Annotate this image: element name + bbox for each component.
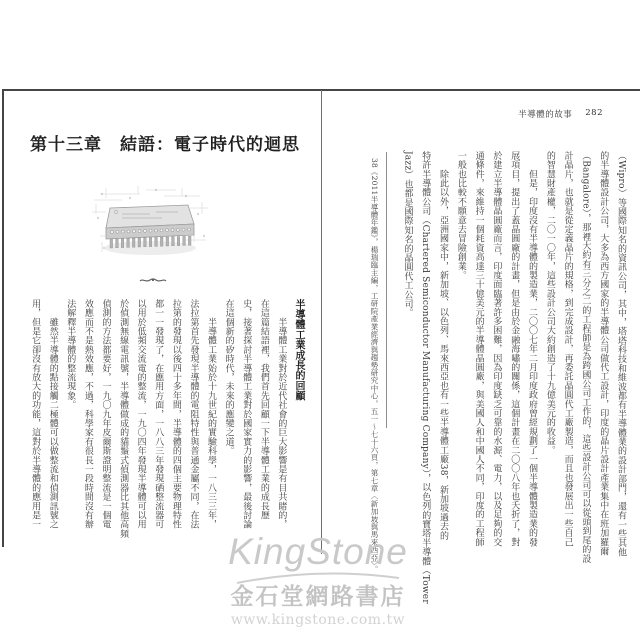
running-head [518,108,603,120]
text-column: 拉第的發現以後四十多年間，半導體的四個主要物理特性 [170,299,181,529]
text-column: 一般也比較不願意去冒險創業。 [455,151,466,280]
text-column: 半導體工業始於十九世紀的實驗科學，一八三三年， [206,299,217,529]
kingstone-url: www.kingstone.com.tw [230,612,406,629]
text-column: 法拉第首先發現半導體的電阻特性與普通金屬不同，在法 [188,299,199,529]
left-page-text-block [24,299,306,539]
page-number: 282 [585,108,603,118]
text-column: 於偵測無線電訊號，半導體做成的貓鬚式偵測器比其他高頻 [118,299,129,539]
text-column: 史，接著探討半導體工業對於國家實力的影響，最後討論 [241,299,252,529]
text-column: 的智慧財產權，二〇一〇年，這些設計公司大約創造了十九億美元的收益。 [544,151,555,455]
text-column: 但是，印度沒有半導體的製造業，二〇〇七年二月印度政府曾經規劃了一個半導體製造業的發 [527,151,538,547]
chip-illustration [86,178,214,266]
text-column: 用，但是它卻沒有放大的功能，這對於半導體的應用是一 [30,299,41,529]
text-column: （Wipro）等國際知名的資訊公司，其中，塔塔科技和維波都有半導體業的設計部門，還有一些其他 [616,151,626,557]
kingstone-watermark [213,533,423,628]
text-column: 計晶片，也就是從定義晶片的規格，到完成設計，再委託晶圓代工廠製造，而且也發展出一些自己 [562,151,573,547]
text-column: 除此以外，亞洲國家中，新加坡、以色列、馬來西亞也有一些半導體工廠38，新加坡過去的 [438,151,449,541]
text-column: 以用於低頻交流電的整流，一九〇四年發現半導體可以用 [135,299,146,529]
footnote-text: 38《2011半導體年鑑》，楊瑞臨主編，工研院產業經濟與趨勢研究中心，五一～七十六頁，第七章〈新加坡與馬來西亞〉。 [370,158,379,574]
text-column: 在這個新的矽時代，未來的應變之道。 [223,299,234,456]
text-column: 都一一發現了，在應用方面，一八八三年發現硒整流器可 [153,299,164,529]
text-column: 法解釋半導體的整流現象。 [65,299,76,410]
watermark-swoosh-icon [233,571,403,585]
book-spine-divider [321,90,322,554]
kingstone-store-name: 金石堂網路書店 [230,584,406,610]
ornament-divider-icon [139,270,167,279]
chapter-title: 第十三章 結語：電子時代的迴思 [30,135,300,155]
text-column: 的半導體設計公司，大多為西方國家的半導體公司做代工設計，印度的晶片設計產業集中在班加羅爾 [598,151,609,556]
text-column: Jazz）也都是國際知名的晶圓代工公司。 [402,151,413,318]
text-column: 特許半導體公司（Chartered Semiconductor Manufacturing Company），以色列的寶塔半導體（Tower [420,151,431,604]
right-page-text-block [396,151,628,604]
text-column: 展項目，提出了蓋晶圓廠的計畫，但是由於金融海嘯的關係，這個計畫在二〇〇八年也夭折了，對 [509,151,520,547]
section-heading: 半導體工業成長的回顧 [293,299,304,401]
text-column: 偵測的方法都要好，一九〇九年皮爾斯證明整流是一個電 [100,299,111,529]
text-column: 半導體工業對於近代社會的巨大影響是有目共睹的， [276,299,287,529]
text-column: 通條件，來維持一個耗資高達三十億美元的半導體晶圓廠，與美國人和中國人不同，印度的工程師 [473,151,484,547]
text-column: （Bangalore），那裡大約有三分之二的工程師是為跨國公司工作的，這些設計公司可以從頭到尾的設 [580,151,591,564]
text-column: 雖然半導體的點接觸二極體可以做整流和偵測訊號之 [47,299,58,529]
text-column: 在這篇結語裡，我們首先回顧一下半導體工業的成長歷 [258,299,269,520]
page-left-border [2,89,4,547]
kingstone-logo-text: KingStone [228,531,408,572]
text-column: 效應而不是熱效應，不過，科學家有很長一段時間沒有辦 [82,299,93,529]
text-column: 於建立半導體晶圓廠而言，印度面臨著許多困難，因為印度缺乏可靠的水源、電力，以及足夠的交 [491,151,502,547]
footnote-separator-rule [386,152,387,428]
running-head-title: 半導體的故事 [518,110,573,120]
